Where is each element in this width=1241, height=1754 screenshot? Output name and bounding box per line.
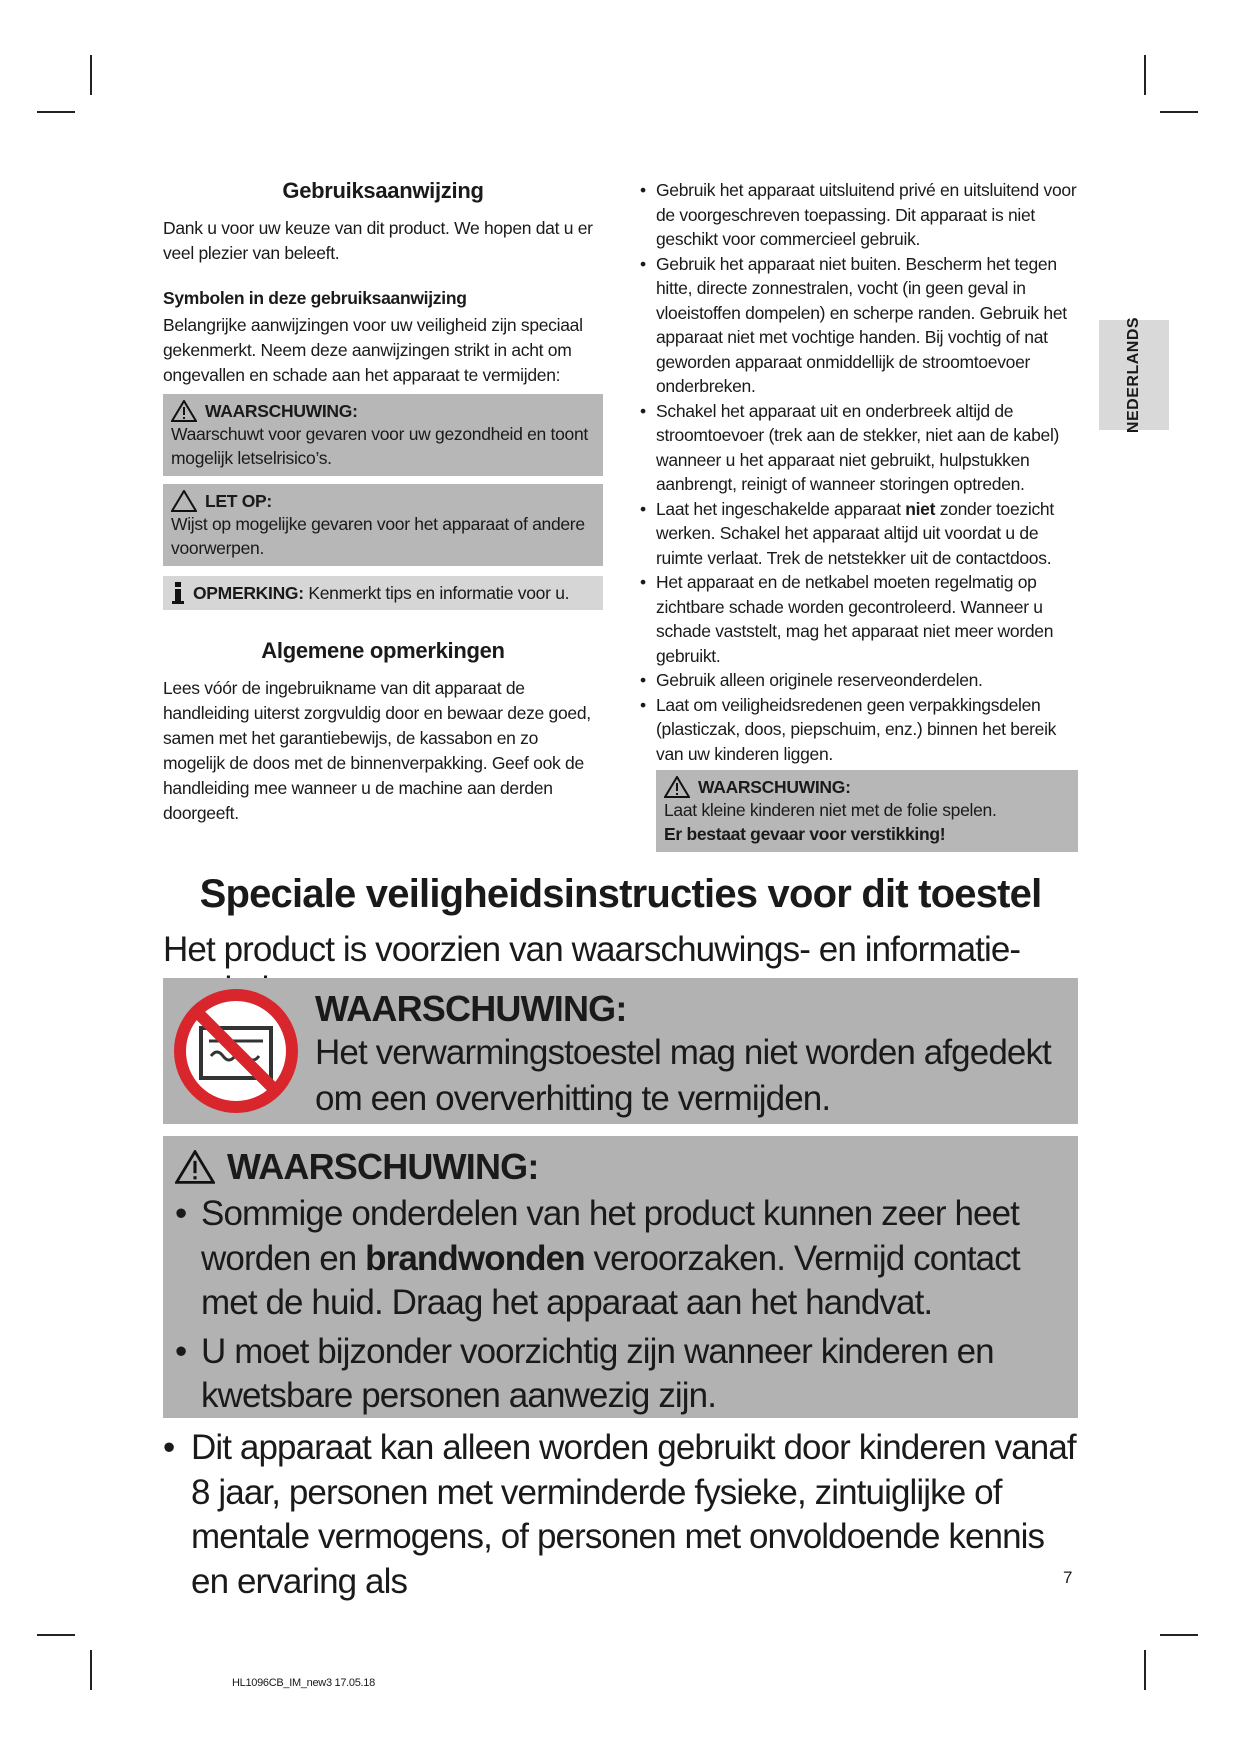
children-usage-list <box>163 1426 1078 1608</box>
list-item: • Gebruik alleen originele reserveonderdelen. <box>636 668 1078 693</box>
right-column <box>636 178 1078 852</box>
warning-box-text: Waarschuwt voor gevaren voor uw gezondheid en toont mogelijk letselrisico’s. <box>171 424 588 468</box>
hot-surface-warning <box>163 1136 1078 1418</box>
info-icon <box>171 582 185 604</box>
letop-box-head: LET OP: <box>205 490 272 511</box>
list-item: • Sommige onderdelen van het product kunnen zeer heet worden en brandwonden veroorzaken. Vermijd contact met de huid. Draag het apparaat aan het handvat. <box>175 1192 1070 1326</box>
do-not-cover-text: Het verwarmingstoestel mag niet worden afgedekt om een oververhitting te vermijden. <box>315 1033 1051 1118</box>
crop-mark <box>1160 111 1198 113</box>
warning-triangle-icon <box>175 1150 215 1184</box>
symbols-text: Belangrijke aanwijzingen voor uw veiligheid zijn speciaal gekenmerkt. Neem deze aanwijzingen strikt in acht om ongevallen en schade aan het apparaat te vermijden: <box>163 315 583 385</box>
list-item: • Laat het ingeschakelde apparaat niet zonder toezicht werken. Schakel het apparaat altijd uit voordat u de ruimte verlaat. Trek de netstekker uit de contactdoos. <box>636 497 1078 571</box>
do-not-cover-head: WAARSCHUWING: <box>315 988 627 1029</box>
letop-box-text: Wijst op mogelijke gevaren voor het apparaat of andere voorwerpen. <box>171 514 585 558</box>
do-not-cover-warning <box>163 978 1078 1124</box>
section-title-general: Algemene opmerkingen <box>261 638 505 663</box>
warning-box-head: WAARSCHUWING: <box>205 400 358 421</box>
note-box <box>163 576 603 610</box>
symbols-title: Symbolen in deze gebruiksaanwijzing <box>163 288 467 308</box>
suffocation-warning-head: WAARSCHUWING: <box>698 776 851 797</box>
crop-mark <box>1144 55 1146 95</box>
letop-box <box>163 484 603 566</box>
page-number: 7 <box>1063 1568 1073 1587</box>
list-item: • U moet bijzonder voorzichtig zijn wanneer kinderen en kwetsbare personen aanwezig zijn. <box>175 1330 1070 1419</box>
warning-box <box>163 394 603 476</box>
list-item: • Gebruik het apparaat niet buiten. Bescherm het tegen hitte, directe zonnestralen, vocht (in geen geval in vloeistoffen dompelen) en scherpe randen. Gebruik het apparaat niet met vochtige handen. Bij vochtig of nat geworden apparaat onmiddellijk de stroomtoevoer onderbreken. <box>636 252 1078 399</box>
safety-list <box>636 178 1078 766</box>
general-text: Lees vóór de ingebruikname van dit apparaat de handleiding uiterst zorgvuldig door en bewaar deze goed, samen met het garantiebewijs, de kassabon en zo mogelijk de doos met de binnenverpakking. Geef ook de handleiding mee wanneer u de machine aan derden doorgeeft. <box>163 678 591 823</box>
print-footer: HL1096CB_IM_new3 17.05.18 <box>232 1677 375 1689</box>
special-safety-subtitle: Het product is voorzien van waarschuwings- en informatie- <box>163 930 1021 969</box>
intro-text: Dank u voor uw keuze van dit product. We hopen dat u er veel plezier van beleeft. <box>163 218 593 263</box>
special-safety-title: Speciale veiligheidsinstructies voor dit toestel <box>199 872 1042 916</box>
suffocation-warning-bold: Er bestaat gevaar voor verstikking! <box>664 824 946 844</box>
crop-mark <box>90 1650 92 1690</box>
warning-triangle-icon <box>171 400 197 422</box>
crop-mark <box>1144 1650 1146 1690</box>
language-tab-label: NEDERLANDS <box>1125 316 1142 434</box>
suffocation-warning-text: Laat kleine kinderen niet met de folie spelen. <box>664 800 997 820</box>
caution-triangle-icon <box>171 490 197 512</box>
list-item: • Laat om veiligheidsredenen geen verpakkingsdelen (plasticzak, doos, piepschuim, enz.) binnen het bereik van uw kinderen liggen. <box>636 693 1078 767</box>
do-not-cover-icon <box>171 986 301 1116</box>
suffocation-warning-box <box>656 770 1078 852</box>
crop-mark <box>37 1634 75 1636</box>
warning-triangle-icon <box>664 776 690 798</box>
crop-mark <box>90 55 92 95</box>
crop-mark <box>1160 1634 1198 1636</box>
hot-surface-head: WAARSCHUWING: <box>227 1146 539 1187</box>
list-item: • Dit apparaat kan alleen worden gebruikt door kinderen vanaf 8 jaar, personen met verminderde fysieke, zintuiglijke of mentale vermogens, of personen met onvoldoende kennis en ervaring als <box>163 1426 1078 1604</box>
crop-mark <box>37 111 75 113</box>
list-item: • Gebruik het apparaat uitsluitend privé en uitsluitend voor de voorgeschreven toepassing. Dit apparaat is niet geschikt voor commercieel gebruik. <box>636 178 1078 252</box>
language-tab <box>1099 316 1169 434</box>
note-box-head: OPMERKING: <box>193 582 304 603</box>
list-item: • Schakel het apparaat uit en onderbreek altijd de stroomtoevoer (trek aan de stekker, niet aan de kabel) wanneer u het apparaat niet gebruikt, hulpstukken aanbrengt, reinigt of wanneer storingen optreden. <box>636 399 1078 497</box>
section-title-instructions: Gebruiksaanwijzing <box>282 178 484 203</box>
left-column <box>163 178 603 826</box>
note-box-text: Kenmerkt tips en informatie voor u. <box>303 582 570 603</box>
list-item: • Het apparaat en de netkabel moeten regelmatig op zichtbare schade worden gecontroleerd. Wanneer u schade vaststelt, mag het apparaat niet meer worden gebruikt. <box>636 570 1078 668</box>
